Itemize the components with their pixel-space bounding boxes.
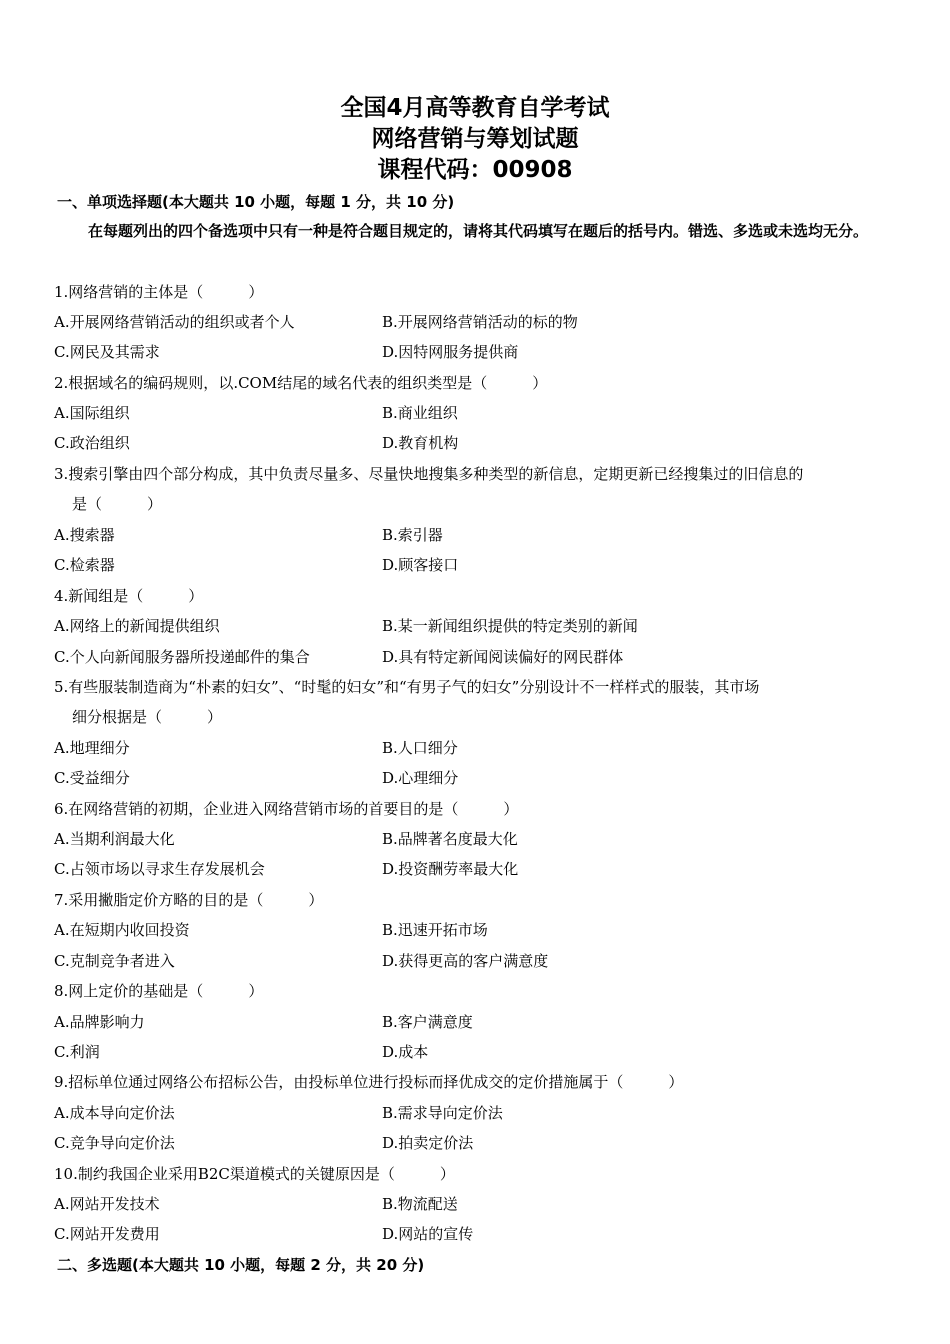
q8-option-a: A.品牌影响力 (54, 1013, 145, 1031)
q5-option-d: D.心理细分 (382, 769, 459, 787)
q10-option-d: D.网站的宣传 (382, 1225, 474, 1243)
q6-option-a: A.当期利润最大化 (54, 830, 175, 848)
q6-option-d: D.投资酬劳率最大化 (382, 860, 519, 878)
q3-option-a: A.搜索器 (54, 526, 115, 544)
section1-heading: 一、单项选择题(本大题共 10 小题，每题 1 分，共 10 分) (57, 193, 455, 211)
section2-heading: 二、多选题(本大题共 10 小题，每题 2 分，共 20 分) (57, 1256, 425, 1274)
q8-option-b: B.客户满意度 (382, 1013, 473, 1031)
question-7: 7.采用撇脂定价方略的目的是（ ） (54, 891, 324, 909)
exam-subject: 网络营销与筹划试题 (371, 126, 579, 152)
q5-option-c: C.受益细分 (54, 769, 130, 787)
q8-option-c: C.利润 (54, 1043, 100, 1061)
q4-option-b: B.某一新闻组织提供的特定类别的新闻 (382, 617, 638, 635)
question-8: 8.网上定价的基础是（ ） (54, 982, 264, 1000)
title-block (0, 93, 950, 186)
q2-option-b: B.商业组织 (382, 404, 458, 422)
q9-option-b: B.需求导向定价法 (382, 1104, 503, 1122)
q1-option-d: D.因特网服务提供商 (382, 343, 519, 361)
q6-option-b: B.品牌著名度最大化 (382, 830, 518, 848)
q1-option-b: B.开展网络营销活动的标的物 (382, 313, 578, 331)
q7-option-d: D.获得更高的客户满意度 (382, 952, 549, 970)
section1-instruction: 在每题列出的四个备选项中只有一种是符合题目规定的，请将其代码填写在题后的括号内。错选、多选或未选均无分。 (88, 222, 869, 240)
question-1: 1.网络营销的主体是（ ） (54, 283, 264, 301)
question-9: 9.招标单位通过网络公布招标公告，由投标单位进行投标而择优成交的定价措施属于（ ） (54, 1073, 684, 1091)
q4-option-d: D.具有特定新闻阅读偏好的网民群体 (382, 648, 624, 666)
q2-option-d: D.教育机构 (382, 434, 459, 452)
q2-option-a: A.国际组织 (54, 404, 130, 422)
q1-option-c: C.网民及其需求 (54, 343, 160, 361)
q4-option-c: C.个人向新闻服务器所投递邮件的集合 (54, 648, 310, 666)
q5-option-a: A.地理细分 (54, 739, 130, 757)
question-2: 2.根据域名的编码规则，以.COM结尾的域名代表的组织类型是（ ） (54, 374, 548, 392)
q5-option-b: B.人口细分 (382, 739, 458, 757)
question-6: 6.在网络营销的初期，企业进入网络营销市场的首要目的是（ ） (54, 800, 519, 818)
q3-option-b: B.索引器 (382, 526, 443, 544)
question-3-cont: 是（ ） (72, 495, 163, 513)
q10-option-c: C.网站开发费用 (54, 1225, 160, 1243)
q3-option-d: D.顾客接口 (382, 556, 459, 574)
q9-option-d: D.拍卖定价法 (382, 1134, 474, 1152)
course-code: 课程代码：00908 (377, 157, 573, 183)
q10-option-a: A.网站开发技术 (54, 1195, 160, 1213)
question-4: 4.新闻组是（ ） (54, 587, 204, 605)
exam-title: 全国4月高等教育自学考试 (340, 95, 610, 121)
q6-option-c: C.占领市场以寻求生存发展机会 (54, 860, 265, 878)
q7-option-a: A.在短期内收回投资 (54, 921, 190, 939)
q1-option-a: A.开展网络营销活动的组织或者个人 (54, 313, 295, 331)
question-3: 3.搜索引擎由四个部分构成，其中负责尽量多、尽量快地搜集多种类型的新信息，定期更新已经搜集过的旧信息的 (54, 465, 804, 483)
q9-option-c: C.竞争导向定价法 (54, 1134, 175, 1152)
question-5: 5.有些服装制造商为“朴素的妇女”、“时髦的妇女”和“有男子气的妇女”分别设计不一样样式的服装，其市场 (54, 678, 760, 696)
q2-option-c: C.政治组织 (54, 434, 130, 452)
q4-option-a: A.网络上的新闻提供组织 (54, 617, 220, 635)
q7-option-c: C.克制竞争者进入 (54, 952, 175, 970)
question-5-cont: 细分根据是（ ） (72, 708, 223, 726)
q8-option-d: D.成本 (382, 1043, 429, 1061)
q9-option-a: A.成本导向定价法 (54, 1104, 175, 1122)
q3-option-c: C.检索器 (54, 556, 115, 574)
question-10: 10.制约我国企业采用B2C渠道模式的关键原因是（ ） (54, 1165, 455, 1183)
q10-option-b: B.物流配送 (382, 1195, 458, 1213)
q7-option-b: B.迅速开拓市场 (382, 921, 488, 939)
